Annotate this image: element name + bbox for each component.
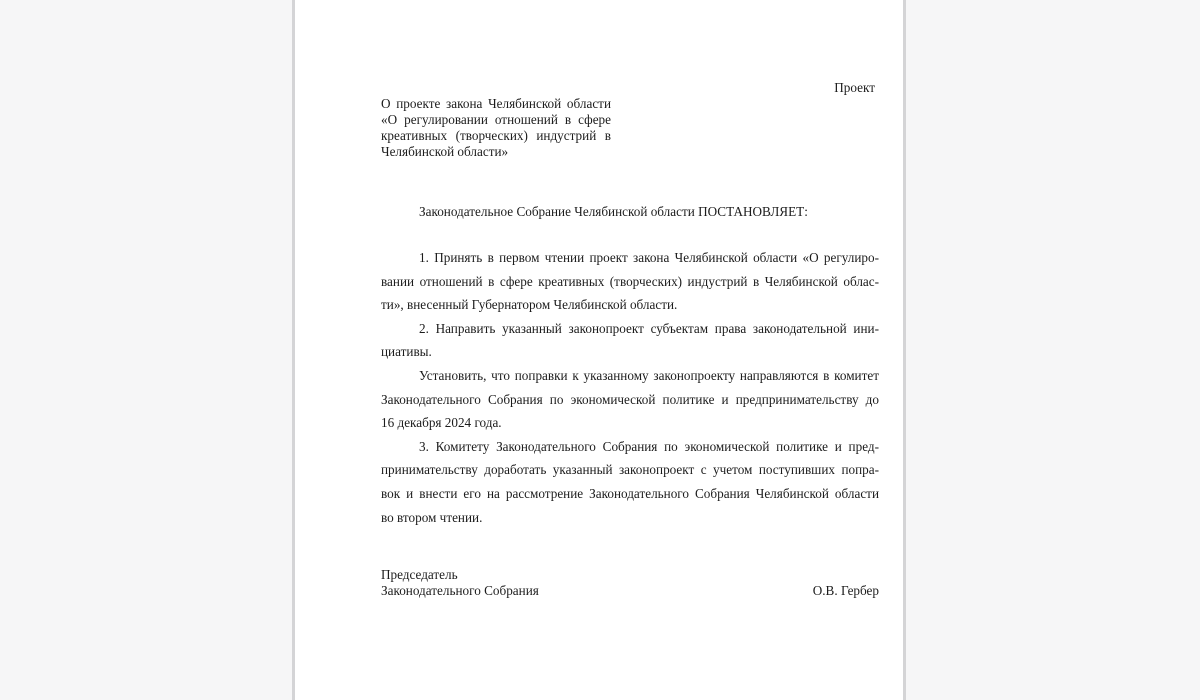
paragraph-line: принимательству доработать указанный законопроект с учетом поступивших попра- — [381, 462, 879, 478]
paragraph-line: вании отношений в сфере креативных (творческих) индустрий в Челябинской облас- — [381, 273, 879, 289]
draft-stamp: Проект — [834, 80, 875, 95]
signatory-name: О.В. Гербер — [812, 583, 879, 598]
paragraph-2-amendments — [381, 364, 879, 435]
paragraph-line: Законодательного Собрания по экономической политике и предпринимательству до — [381, 391, 879, 407]
paragraph-line: ти», внесенный Губернатором Челябинской области. — [381, 297, 678, 313]
paragraph-line: 2. Направить указанный законопроект субъектам права законодательной ини- — [419, 320, 879, 336]
paragraph-line: Установить, что поправки к указанному законопроекту направляются в комитет — [419, 367, 879, 383]
document-page — [292, 0, 906, 700]
title-line: Челябинской области» — [381, 144, 509, 159]
title-line: «О регулировании отношений в сфере — [381, 112, 611, 127]
document-body — [295, 0, 903, 700]
document-title — [381, 96, 611, 160]
paragraph-line: 1. Принять в первом чтении проект закона Челябинской области «О регулиро- — [419, 250, 879, 265]
resolution-body — [381, 246, 879, 529]
paragraph-line: во втором чтении. — [381, 509, 483, 525]
signatory-position-line1: Председатель — [381, 567, 458, 582]
paragraph-line: 16 декабря 2024 года. — [381, 415, 502, 431]
signature-block — [381, 567, 879, 599]
title-line: креативных (творческих) индустрий в — [381, 128, 611, 143]
paragraph-line: циативы. — [381, 344, 432, 360]
paragraph-3 — [381, 435, 879, 529]
paragraph-line: 3. Комитету Законодательного Собрания по экономической политике и пред- — [419, 438, 879, 454]
paragraph-line: вок и внести его на рассмотрение Законодательного Собрания Челябинской области — [381, 485, 879, 501]
paragraph-1 — [381, 246, 879, 317]
paragraph-2 — [381, 317, 879, 364]
preamble: Законодательное Собрание Челябинской области ПОСТАНОВЛЯЕТ: — [419, 204, 808, 219]
title-line: О проекте закона Челябинской области — [381, 96, 611, 111]
signatory-position-line2: Законодательного Собрания — [381, 583, 539, 598]
